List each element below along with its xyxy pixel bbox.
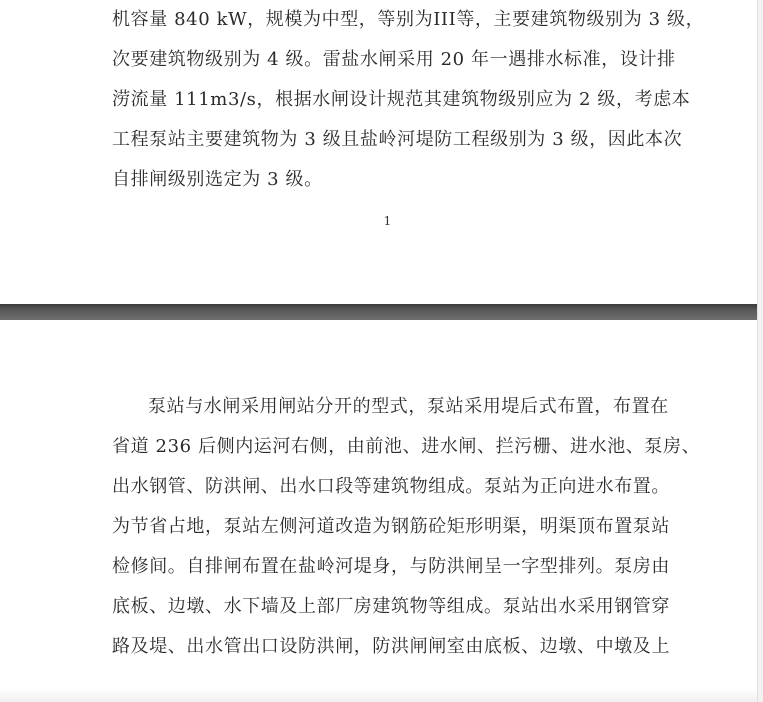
text-line: 省道 236 后侧内运河右侧，由前池、进水闸、拦污栅、进水池、泵房、 <box>112 436 701 457</box>
text-line: 机容量 840 kW，规模为中型，等别为III等，主要建筑物级别为 3 级， <box>112 9 705 30</box>
paragraph-page2 <box>112 387 700 667</box>
text-line: 泵站与水闸采用闸站分开的型式，泵站采用堤后式布置，布置在 <box>148 396 669 417</box>
text-line: 检修间。自排闸布置在盐岭河堤身，与防洪闸呈一字型排列。泵房由 <box>112 556 670 577</box>
text-line: 出水钢管、防洪闸、出水口段等建筑物组成。泵站为正向进水布置。 <box>112 476 670 497</box>
page-number: 1 <box>383 214 392 228</box>
text-line: 涝流量 111m3/s，根据水闸设计规范其建筑物级别应为 2 级，考虑本 <box>112 89 691 110</box>
text-line: 次要建筑物级别为 4 级。雷盐水闸采用 20 年一遇排水标准，设计排 <box>112 49 676 70</box>
document-page-1 <box>0 0 758 304</box>
paragraph-page1 <box>112 0 704 200</box>
text-line: 路及堤、出水管出口设防洪闸，防洪闸闸室由底板、边墩、中墩及上 <box>112 636 670 657</box>
page-separator <box>0 304 763 320</box>
text-line: 自排闸级别选定为 3 级。 <box>112 169 323 190</box>
text-line: 工程泵站主要建筑物为 3 级且盐岭河堤防工程级别为 3 级，因此本次 <box>112 129 683 150</box>
text-line: 底板、边墩、水下墙及上部厂房建筑物等组成。泵站出水采用钢管穿 <box>112 596 670 617</box>
scrollbar-track[interactable] <box>757 0 763 702</box>
text-line: 为节省占地，泵站左侧河道改造为钢筋砼矩形明渠，明渠顶布置泵站 <box>112 516 670 537</box>
page-bottom-edge <box>0 688 757 702</box>
